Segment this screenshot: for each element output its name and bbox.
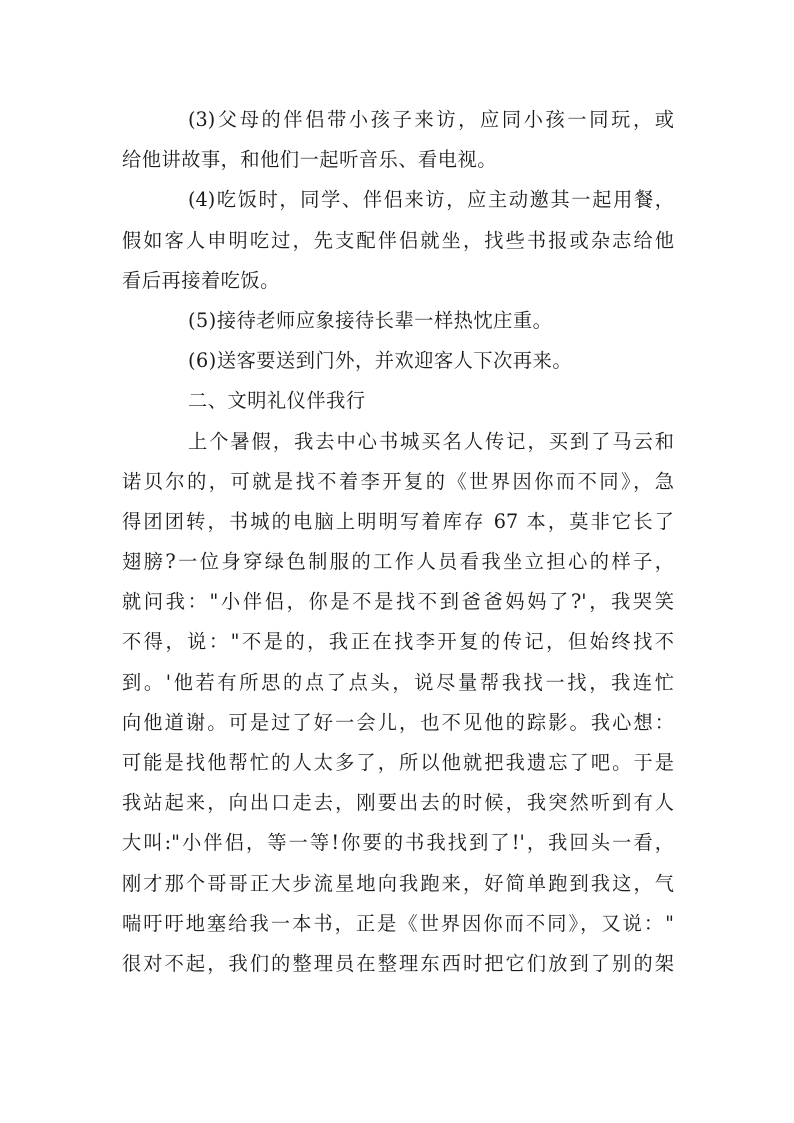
- text-line: 到。'他若有所思的点了点头，说尽量帮我找一找，我连忙: [122, 670, 674, 694]
- text-line: 我站起来，向出口走去，刚要出去的时候，我突然听到有人: [122, 791, 674, 815]
- text-line: (5)接待老师应象接待长辈一样热忱庄重。: [188, 308, 553, 332]
- document-body: [122, 100, 674, 984]
- text-line: 翅膀?一位身穿绿色制服的工作人员看我坐立担心的样子，: [122, 550, 674, 574]
- text-line: 诺贝尔的，可就是找不着李开复的《世界因你而不同》，急: [122, 469, 674, 493]
- text-line: 很对不起，我们的整理员在整理东西时把它们放到了别的架: [122, 951, 674, 975]
- text-line: 不得，说："不是的，我正在找李开复的传记，但始终找不: [122, 630, 674, 654]
- text-line: 假如客人申明吃过，先支配伴侣就坐，找些书报或杂志给他: [122, 228, 674, 252]
- text-line: 二、文明礼仪伴我行: [188, 389, 366, 413]
- text-line: 得团团转，书城的电脑上明明写着库存 67 本，莫非它长了: [122, 509, 674, 533]
- text-line: 可能是找他帮忙的人太多了，所以他就把我遗忘了吧。于是: [122, 751, 674, 774]
- text-line: 就问我："小伴侣，你是不是找不到爸爸妈妈了?'，我哭笑: [122, 590, 674, 614]
- text-line: 喘吁吁地塞给我一本书，正是《世界因你而不同》，又说：": [122, 911, 674, 935]
- text-line: 上个暑假，我去中心书城买名人传记，买到了马云和: [188, 429, 674, 453]
- text-line: 大叫:"小伴侣，等一等!你要的书我找到了!'，我回头一看，: [122, 831, 674, 855]
- text-line: 向他道谢。可是过了好一会儿，也不见他的踪影。我心想：: [122, 710, 674, 734]
- text-line: 给他讲故事，和他们一起听音乐、看电视。: [122, 148, 498, 172]
- text-line: 刚才那个哥哥正大步流星地向我跑来，好简单跑到我这，气: [122, 871, 674, 895]
- text-line: 看后再接着吃饭。: [122, 268, 280, 292]
- text-line: (3)父母的伴侣带小孩子来访，应同小孩一同玩，或: [188, 108, 674, 131]
- text-line: (6)送客要送到门外，并欢迎客人下次再来。: [188, 349, 573, 373]
- text-line: (4)吃饭时，同学、伴侣来访，应主动邀其一起用餐，: [188, 188, 674, 212]
